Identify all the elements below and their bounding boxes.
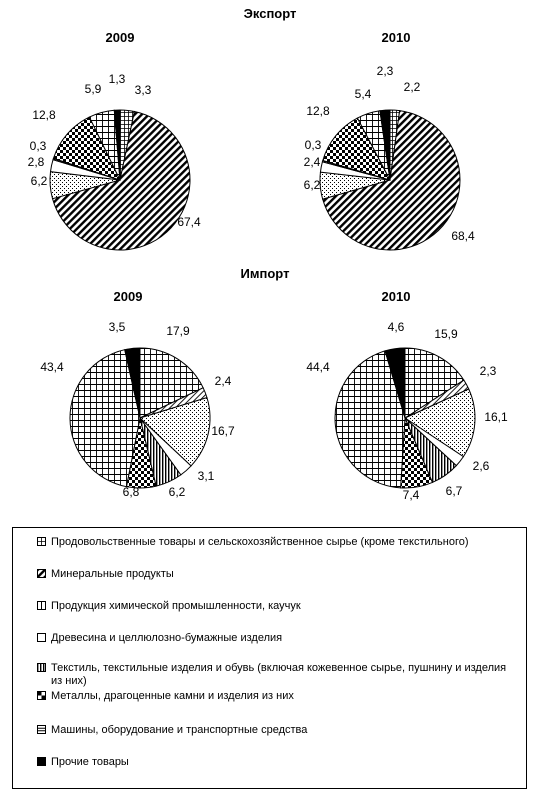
data-label-export-2009-other: 1,3	[108, 72, 126, 87]
data-label-import-2009-mineral: 2,4	[214, 374, 232, 389]
legend-swatch-wood	[37, 633, 46, 642]
data-label-export-2009-chemical: 6,2	[30, 174, 48, 189]
data-label-import-2010-other: 4,6	[387, 320, 405, 335]
legend-item-food	[51, 536, 511, 549]
data-label-import-2009-machines: 43,4	[40, 360, 64, 375]
data-label-export-2009-food: 3,3	[134, 83, 152, 98]
legend-item-wood	[51, 632, 511, 645]
data-label-export-2010-wood: 2,4	[303, 155, 321, 170]
data-label-export-2010-metals: 12,8	[306, 104, 330, 119]
data-label-import-2009-food: 17,9	[166, 324, 190, 339]
pie-title-export-2009: 2009	[105, 30, 135, 45]
data-label-import-2009-wood: 3,1	[197, 469, 215, 484]
data-label-export-2010-chemical: 6,2	[303, 178, 321, 193]
data-label-export-2010-machines: 5,4	[354, 87, 372, 102]
pie-title-export-2010: 2010	[381, 30, 411, 45]
legend-swatch-mineral	[37, 569, 46, 578]
data-label-import-2009-textile: 6,2	[168, 485, 186, 500]
legend-item-machines	[51, 724, 511, 737]
data-label-export-2009-textile: 0,3	[29, 139, 47, 154]
data-label-import-2010-wood: 2,6	[472, 459, 490, 474]
legend-swatch-other	[37, 757, 46, 766]
legend-swatch-metals	[37, 691, 46, 700]
legend	[12, 527, 527, 789]
data-label-export-2009-mineral: 67,4	[177, 215, 201, 230]
legend-swatch-machines	[37, 725, 46, 734]
legend-label-machines: Машины, оборудование и транспортные средства	[51, 724, 308, 736]
legend-item-mineral	[51, 568, 511, 581]
pie-title-import-2009: 2009	[113, 289, 143, 304]
legend-item-metals	[51, 690, 511, 703]
data-label-export-2010-textile: 0,3	[304, 138, 322, 153]
legend-item-other	[51, 756, 511, 769]
data-label-export-2010-food: 2,2	[403, 80, 421, 95]
data-label-export-2009-machines: 5,9	[84, 82, 102, 97]
data-label-export-2010-mineral: 68,4	[451, 229, 475, 244]
data-label-import-2010-machines: 44,4	[306, 360, 330, 375]
data-label-import-2009-chemical: 16,7	[211, 424, 235, 439]
data-label-export-2009-wood: 2,8	[27, 155, 45, 170]
data-label-import-2010-textile: 6,7	[445, 484, 463, 499]
legend-label-food: Продовольственные товары и сельскохозяйственное сырье (кроме текстильного)	[51, 536, 469, 548]
data-label-import-2009-metals: 6,8	[122, 485, 140, 500]
pie-title-import-2010: 2010	[381, 289, 411, 304]
legend-label-mineral: Минеральные продукты	[51, 568, 174, 580]
section-title-export: Экспорт	[243, 6, 297, 21]
data-label-import-2009-other: 3,5	[108, 320, 126, 335]
legend-swatch-food	[37, 537, 46, 546]
data-label-import-2010-food: 15,9	[434, 327, 458, 342]
legend-swatch-chemical	[37, 601, 46, 610]
legend-item-chemical	[51, 600, 511, 613]
data-label-export-2010-other: 2,3	[376, 64, 394, 79]
legend-label-chemical: Продукция химической промышленности, каучук	[51, 600, 301, 612]
legend-label-wood: Древесина и целлюлозно-бумажные изделия	[51, 632, 283, 644]
data-label-import-2010-metals: 7,4	[402, 488, 420, 503]
legend-swatch-textile	[37, 663, 46, 672]
legend-label-other: Прочие товары	[51, 756, 129, 768]
section-title-import: Импорт	[240, 266, 290, 281]
data-label-export-2009-metals: 12,8	[32, 108, 56, 123]
data-label-import-2010-chemical: 16,1	[484, 410, 508, 425]
legend-label-metals: Металлы, драгоценные камни и изделия из них	[51, 690, 294, 702]
data-label-import-2010-mineral: 2,3	[479, 364, 497, 379]
legend-label-textile: Текстиль, текстильные изделия и обувь (включая кожевенное сырье, пушнину и изделия из них)	[51, 662, 507, 687]
legend-item-textile	[51, 662, 511, 688]
